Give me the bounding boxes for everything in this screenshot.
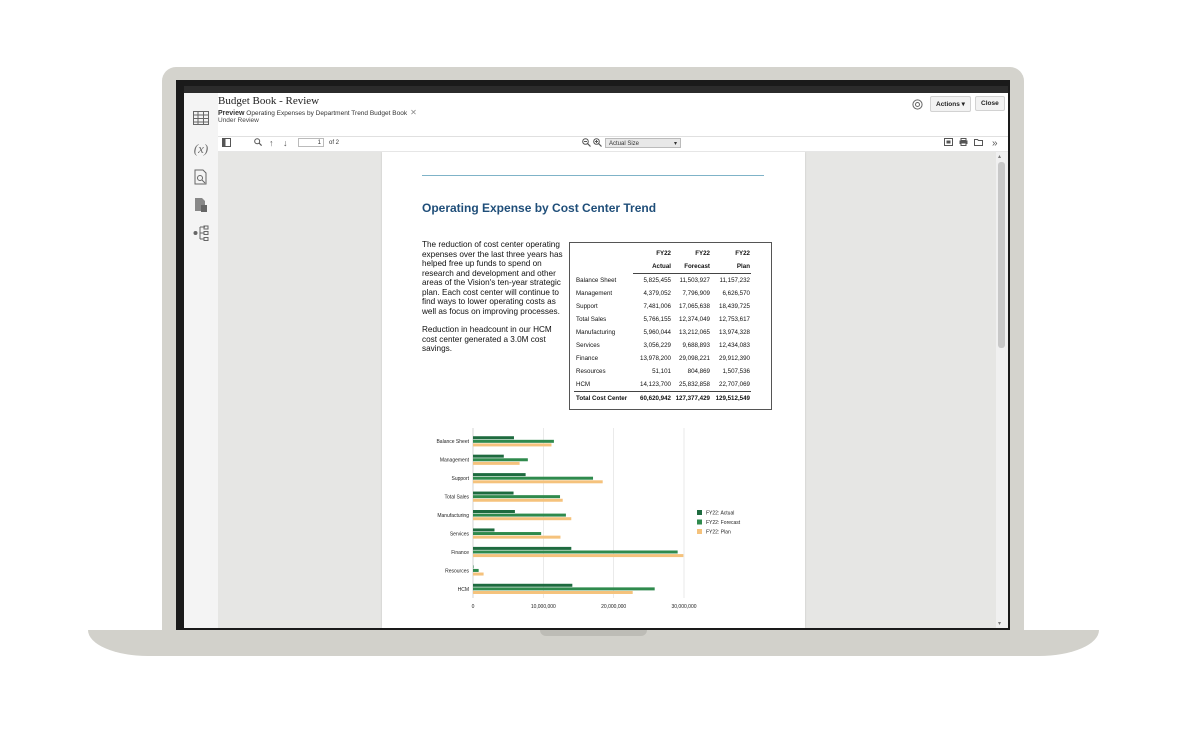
scrollbar-thumb[interactable] <box>998 162 1005 348</box>
category-label: Services <box>449 531 469 538</box>
zoom-out-icon[interactable] <box>582 138 591 150</box>
cell-value: 29,098,221 <box>679 355 710 362</box>
category-label: Balance Sheet <box>436 439 469 446</box>
actions-button[interactable]: Actions ▾ <box>930 96 971 112</box>
total-value: 129,512,549 <box>715 395 750 402</box>
sidebar-toggle-icon[interactable] <box>222 138 231 150</box>
close-icon[interactable]: ✕ <box>410 108 417 117</box>
cell-value: 9,688,893 <box>682 342 710 349</box>
table-row <box>574 287 751 300</box>
legend-swatch <box>697 529 702 534</box>
header-rule <box>422 175 764 176</box>
cell-value: 5,825,455 <box>643 277 671 284</box>
status-text: Under Review <box>218 117 259 124</box>
cell-value: 12,753,617 <box>719 316 750 323</box>
cell-value: 6,626,570 <box>722 290 750 297</box>
table-row <box>574 339 751 352</box>
page-title: Budget Book - Review <box>218 95 320 107</box>
page-number-input[interactable]: 1 <box>298 138 324 147</box>
top-bar <box>184 86 1008 93</box>
x-tick-label: 10,000,000 <box>530 604 556 610</box>
col-subheader: Forecast <box>672 260 711 274</box>
cell-value: 12,434,083 <box>719 342 750 349</box>
row-label: Total Sales <box>576 316 607 323</box>
documents-icon[interactable] <box>191 195 211 215</box>
table-row <box>574 300 751 313</box>
close-button[interactable]: Close <box>975 96 1005 111</box>
cell-value: 7,481,006 <box>643 303 671 310</box>
page-total: of 2 <box>329 140 340 146</box>
cell-value: 13,978,200 <box>640 355 671 362</box>
bar <box>473 532 541 535</box>
settings-icon[interactable] <box>912 97 923 115</box>
document-heading: Operating Expense by Cost Center Trend <box>422 201 657 215</box>
bar <box>473 499 563 502</box>
row-label: Management <box>576 290 613 297</box>
row-label: Finance <box>576 355 599 362</box>
search-icon[interactable] <box>254 138 262 149</box>
bar <box>473 584 572 587</box>
category-label: Resources <box>445 568 469 575</box>
row-label: HCM <box>574 378 633 392</box>
cell-value: 11,157,232 <box>719 277 750 284</box>
expense-bar-chart <box>422 422 762 622</box>
row-label: Support <box>576 303 598 310</box>
bar <box>473 569 479 572</box>
table-row <box>574 365 751 378</box>
cell-value: 51,101 <box>652 368 671 375</box>
viewer-toolbar <box>218 137 1008 152</box>
preview-label: Preview <box>218 110 245 117</box>
bar <box>473 587 655 590</box>
document-page <box>382 152 805 628</box>
left-rail <box>184 93 219 628</box>
table-icon[interactable] <box>191 108 211 128</box>
subtitle <box>218 108 417 117</box>
scroll-down-icon[interactable]: ▾ <box>998 621 1002 627</box>
cell-value: 17,065,638 <box>679 303 710 310</box>
cell-value: 22,707,069 <box>711 378 751 392</box>
legend-swatch <box>697 510 702 515</box>
bar <box>473 536 560 539</box>
bar <box>473 517 571 520</box>
category-label: Support <box>451 476 469 483</box>
scroll-up-icon[interactable]: ▴ <box>998 154 1002 160</box>
variables-icon[interactable]: (x) <box>193 141 209 156</box>
row-label: Balance Sheet <box>576 276 617 284</box>
document-viewer[interactable] <box>218 152 996 628</box>
legend-label: FY22: Forecast <box>706 520 741 526</box>
cell-value: 804,869 <box>687 368 710 375</box>
cell-value: 7,796,909 <box>682 290 710 297</box>
col-header: FY22 <box>695 250 710 257</box>
bar <box>473 443 551 446</box>
bar <box>473 458 528 461</box>
bar <box>473 547 571 550</box>
zoom-value: Actual Size <box>609 141 640 147</box>
bar <box>473 440 554 443</box>
cell-value: 29,912,390 <box>719 355 750 362</box>
hierarchy-icon[interactable] <box>191 223 211 243</box>
legend-label: FY22: Actual <box>706 510 735 517</box>
bar <box>473 554 683 557</box>
cell-value: 13,974,328 <box>719 329 750 336</box>
cell-value: 12,374,049 <box>679 316 710 323</box>
cell-value: 14,123,700 <box>633 378 672 392</box>
cell-value: 5,766,155 <box>643 316 671 323</box>
bar <box>473 477 593 480</box>
laptop-notch <box>540 630 647 636</box>
table-row <box>574 313 751 326</box>
bar <box>473 514 566 517</box>
bar <box>473 495 560 498</box>
table-total-row <box>574 392 751 406</box>
cell-value: 11,503,927 <box>679 277 710 284</box>
bar <box>473 436 514 439</box>
cell-value: 3,056,229 <box>643 342 671 349</box>
page-header <box>218 93 1008 137</box>
document-body <box>422 240 567 363</box>
cell-value: 5,960,044 <box>643 329 671 336</box>
x-tick-label: 0 <box>471 604 475 610</box>
next-page-icon[interactable]: ↓ <box>283 138 288 148</box>
category-label: Manufacturing <box>437 513 469 519</box>
cost-center-table <box>569 242 772 410</box>
bar <box>473 473 526 476</box>
bar <box>473 480 603 483</box>
col-header: FY22 <box>656 250 671 257</box>
document-search-icon[interactable] <box>191 167 211 187</box>
bar <box>473 455 504 458</box>
table-subheader-row <box>574 260 751 274</box>
total-value: 60,620,942 <box>640 395 671 402</box>
category-label: Management <box>439 457 469 464</box>
table-row <box>574 352 751 365</box>
document-name: Operating Expenses by Department Trend Budget Book <box>246 110 408 117</box>
table-row <box>574 274 751 288</box>
total-value: 127,377,429 <box>675 395 710 402</box>
cell-value: 4,379,052 <box>643 290 671 297</box>
x-tick-label: 30,000,000 <box>671 604 697 610</box>
row-label: Resources <box>576 368 606 375</box>
cell-value: 25,832,858 <box>672 378 711 392</box>
zoom-select[interactable] <box>605 138 681 148</box>
bar <box>473 462 520 465</box>
row-label: Manufacturing <box>576 329 616 336</box>
print-icon[interactable] <box>959 138 968 149</box>
bar <box>473 528 494 531</box>
col-subheader: Plan <box>711 260 751 274</box>
previous-page-icon[interactable]: ↑ <box>269 138 274 148</box>
bar <box>473 492 514 495</box>
cell-value: 18,439,725 <box>719 303 750 310</box>
col-subheader: Actual <box>633 260 672 274</box>
category-label: Total Sales <box>444 494 469 501</box>
paragraph-2: Reduction in headcount in our HCM cost center generated a 3.0M cost savings. <box>422 325 552 353</box>
chevron-down-icon: ▾ <box>673 141 677 147</box>
cell-value: 13,212,065 <box>679 329 710 336</box>
bar <box>473 510 515 513</box>
bar <box>473 591 633 594</box>
paragraph-1: The reduction of cost center operating expenses over the last three years has helped free up funds to spend on research and development and other areas of the Vision's ten-year strategic plan. Each cost center will continue to find ways to lower operating costs as well as focus on improving processes. <box>422 240 563 316</box>
bar <box>473 550 678 553</box>
total-label: Total Cost Center <box>576 395 628 402</box>
table-row <box>574 326 751 339</box>
folder-icon[interactable] <box>974 138 983 149</box>
x-tick-label: 20,000,000 <box>601 604 627 610</box>
bar <box>473 565 474 568</box>
row-label: Services <box>576 342 600 349</box>
category-label: Finance <box>451 549 469 556</box>
zoom-in-icon[interactable] <box>593 138 602 150</box>
bar <box>473 573 484 576</box>
app-screen <box>184 86 1008 628</box>
table-header-row <box>574 247 751 260</box>
cell-value: 1,507,536 <box>722 368 750 375</box>
legend-label: FY22: Plan <box>706 529 731 536</box>
category-label: HCM <box>457 586 469 593</box>
col-header: FY22 <box>735 250 750 257</box>
legend-swatch <box>697 520 702 525</box>
more-tools-icon[interactable]: » <box>992 138 998 149</box>
present-icon[interactable] <box>944 138 953 149</box>
table-row <box>574 378 751 392</box>
